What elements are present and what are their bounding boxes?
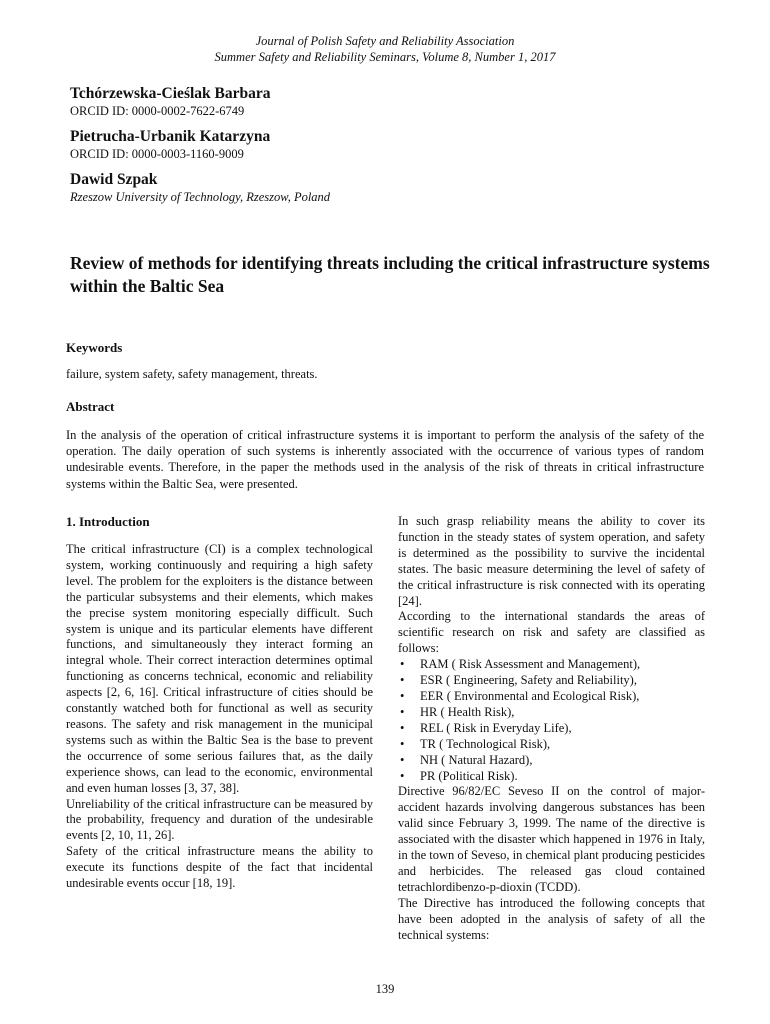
list-item: • EER ( Environmental and Ecological Risk),: [398, 689, 705, 705]
intro-paragraph: The Directive has introduced the following concepts that have been adopted in the analysis of safety of all the technical systems:: [398, 895, 705, 942]
author-2-orcid: ORCID ID: 0000-0003-1160-9009: [70, 147, 244, 161]
journal-name: Journal of Polish Safety and Reliability Association: [255, 34, 515, 48]
list-item: • ESR ( Engineering, Safety and Reliability),: [398, 673, 705, 689]
journal-header: [0, 33, 770, 65]
introduction-heading: 1. Introduction: [66, 514, 150, 529]
page-number: 139: [375, 982, 395, 996]
keywords-heading: Keywords: [66, 340, 123, 355]
abstract-heading: Abstract: [66, 399, 115, 414]
intro-paragraph: In such grasp reliability means the ability to cover its function in the steady states of system operation, and safety is determined as the possibility to survive the incidental states. The basic measure determining the level of safety of the critical infrastructure is risk connected with its operating [24].: [398, 514, 705, 608]
list-item: • RAM ( Risk Assessment and Management),: [398, 657, 705, 673]
author-1-name: Tchórzewska-Cieślak Barbara: [70, 85, 271, 102]
list-item: • HR ( Health Risk),: [398, 705, 705, 721]
list-item: • PR (Political Risk).: [398, 769, 705, 785]
intro-paragraph: Unreliability of the critical infrastructure can be measured by the probability, frequency and duration of the undesirable events [2, 10, 11, 26].: [66, 796, 373, 843]
author-1-orcid: ORCID ID: 0000-0002-7622-6749: [70, 104, 245, 118]
list-item: • NH ( Natural Hazard),: [398, 753, 705, 769]
list-item: • TR ( Technological Risk),: [398, 737, 705, 753]
right-column: [398, 514, 705, 943]
seminar-info: Summer Safety and Reliability Seminars, Volume 8, Number 1, 2017: [214, 50, 556, 64]
keywords-text: failure, system safety, safety management, threats.: [66, 367, 318, 381]
intro-paragraph: According to the international standards the areas of scientific research on risk and safety are classified as follows:: [398, 609, 705, 656]
paper-title: Review of methods for identifying threats including the critical infrastructure systems within the Baltic Sea: [70, 253, 710, 296]
author-3-name: Dawid Szpak: [70, 171, 158, 188]
list-item: • REL ( Risk in Everyday Life),: [398, 721, 705, 737]
risk-areas-list: [398, 657, 705, 784]
intro-paragraph: The critical infrastructure (CI) is a complex technological system, working continuously and requiring a high safety level. The problem for the exploiters is the distance between the particular subsystems and their elements, which makes the precise system monitoring especially difficult. Such system is unique and its particular elements have different functions, and simultaneously they interact forming an integral whole. Their correct interaction determines optimal functioning as concerns technical, economic and reliability aspects [2, 6, 16]. Critical infrastructure of cities should be constantly watched both for functional as well as security reasons. The safety and risk management in the municipal systems such as within the Baltic Sea is the base to prevent the occurrence of some serious failures that, as the daily experience shows, can lead to the economic, environmental and even human losses [3, 37, 38].: [66, 542, 373, 795]
author-affiliation: Rzeszow University of Technology, Rzeszow, Poland: [70, 190, 331, 204]
author-2-name: Pietrucha-Urbanik Katarzyna: [70, 128, 271, 145]
abstract-text: In the analysis of the operation of critical infrastructure systems it is important to perform the analysis of the safety of the operation. The daily operation of such systems is inherently associated with the occurrence of various types of random undesirable events. Therefore, in the paper the methods used in the analysis of the risk of threats in critical infrastructure systems within the Baltic Sea, were presented.: [66, 428, 704, 491]
intro-paragraph: Directive 96/82/EC Seveso II on the control of major-accident hazards involving dangerous substances has been valid since February 3, 1999. The name of the directive is associated with the disaster which happened in 1976 in Italy, in the town of Seveso, in chemical plant producing pesticides and herbicides. The released gas cloud contained tetrachlordibenzo-p-dioxin (TCDD).: [398, 784, 705, 894]
intro-paragraph: Safety of the critical infrastructure means the ability to execute its functions despite of the fact that incidental undesirable events occur [18, 19].: [66, 844, 373, 891]
left-column: [66, 542, 373, 892]
